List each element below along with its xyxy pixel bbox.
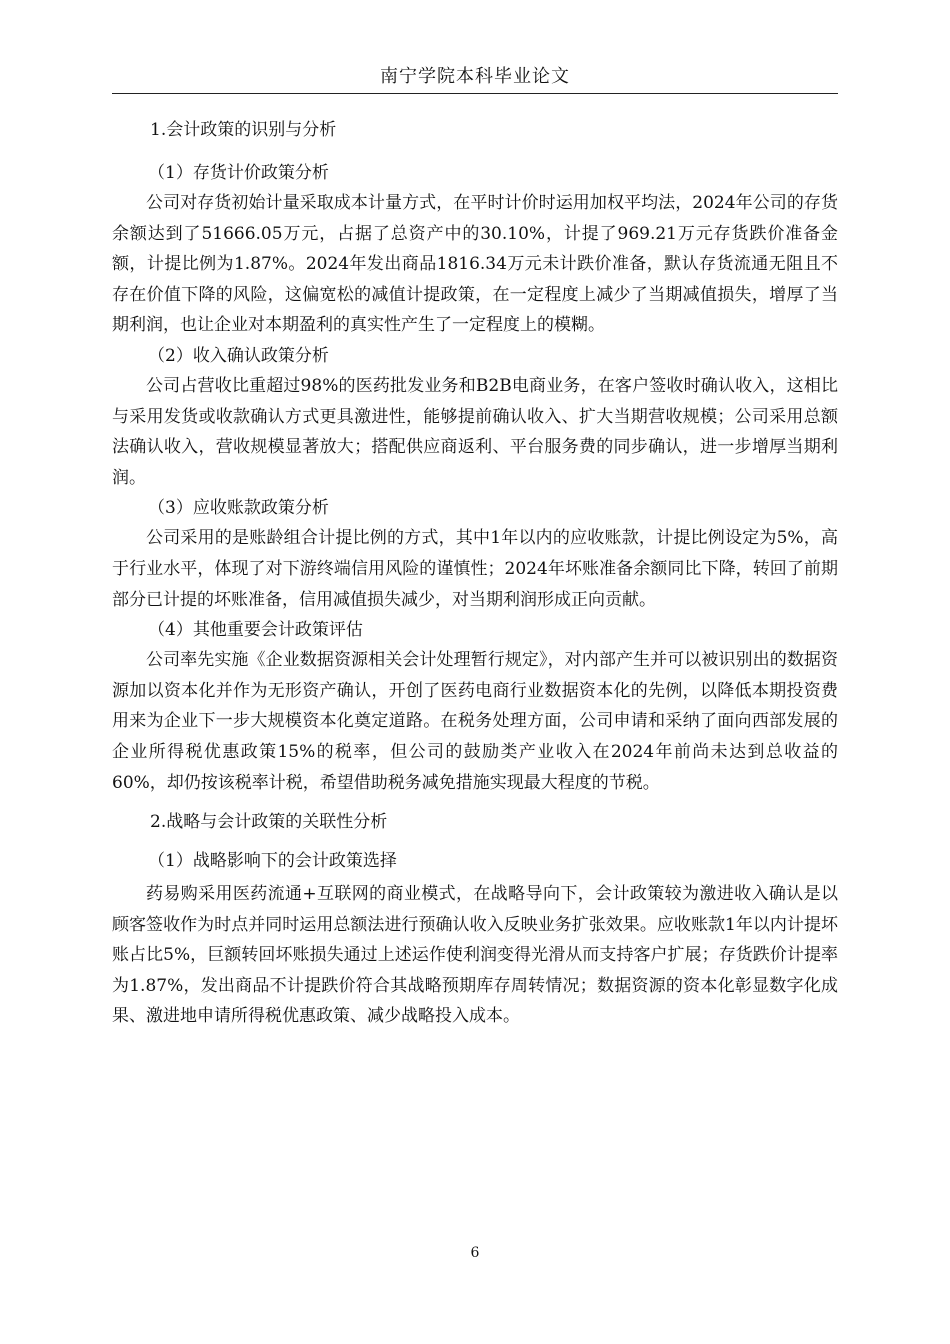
- section-heading-2: 2.战略与会计政策的关联性分析: [150, 812, 388, 833]
- paragraph-inventory: 公司对存货初始计量采取成本计量方式，在平时计价时运用加权平均法，2024年公司的存货余额达到了51666.05万元，占据了总资产中的30.10%，计提了969.21万元存货跌价准备金额，计提比例为1.87%。2024年发出商品1816.34万元未计跌价准备，默认存货流通无阻且不存在价值下降的风险，这偏宽松的减值计提政策，在一定程度上减少了当期减值损失，增厚了当期利润，也让企业对本期盈利的真实性产生了一定程度上的模糊。: [112, 193, 838, 336]
- subsection-heading-strategy: （1）战略影响下的会计政策选择: [148, 851, 397, 872]
- page-number: 6: [470, 1245, 480, 1261]
- paragraph-strategy: 药易购采用医药流通+互联网的商业模式，在战略导向下，会计政策较为激进收入确认是以顾客签收作为时点并同时运用总额法进行预确认收入反映业务扩张效果。应收账款1年以内计提坏账占比5%，巨额转回坏账损失通过上述运作使利润变得光滑从而支持客户扩展；存货跌价计提率为1.87%，发出商品不计提跌价符合其战略预期库存周转情况；数据资源的资本化彰显数字化成果、激进地申请所得税优惠政策、减少战略投入成本。: [112, 884, 838, 1027]
- subsection-heading-other-policies: （4）其他重要会计政策评估: [148, 620, 363, 641]
- header-rule: [112, 93, 838, 94]
- subsection-heading-inventory: （1）存货计价政策分析: [148, 163, 329, 183]
- section-heading-1: 1.会计政策的识别与分析: [150, 120, 337, 140]
- subsection-heading-receivables: （3）应收账款政策分析: [148, 498, 329, 519]
- running-header: 南宁学院本科毕业论文: [380, 66, 570, 87]
- paragraph-revenue: 公司占营收比重超过98%的医药批发业务和B2B电商业务，在客户签收时确认收入，这相比与采用发货或收款确认方式更具激进性，能够提前确认收入、扩大当期营收规模；公司采用总额法确认收入，营收规模显著放大；搭配供应商返利、平台服务费的同步确认，进一步增厚当期利润。: [112, 375, 838, 488]
- paragraph-receivables: 公司采用的是账龄组合计提比例的方式，其中1年以内的应收账款，计提比例设定为5%，高于行业水平，体现了对下游终端信用风险的谨慎性；2024年坏账准备余额同比下降，转回了前期部分已计提的坏账准备，信用减值损失减少，对当期利润形成正向贡献。: [112, 528, 838, 610]
- subsection-heading-revenue: （2）收入确认政策分析: [148, 345, 329, 366]
- paragraph-other-policies: 公司率先实施《企业数据资源相关会计处理暂行规定》，对内部产生并可以被识别出的数据资源加以资本化并作为无形资产确认，开创了医药电商行业数据资本化的先例，以降低本期投资费用来为企业下一步大规模资本化奠定道路。在税务处理方面，公司申请和采纳了面向西部发展的企业所得税优惠政策15%的税率，但公司的鼓励类产业收入在2024年前尚未达到总收益的60%，却仍按该税率计税，希望借助税务减免措施实现最大程度的节税。: [112, 650, 838, 793]
- body-content: [112, 115, 838, 1032]
